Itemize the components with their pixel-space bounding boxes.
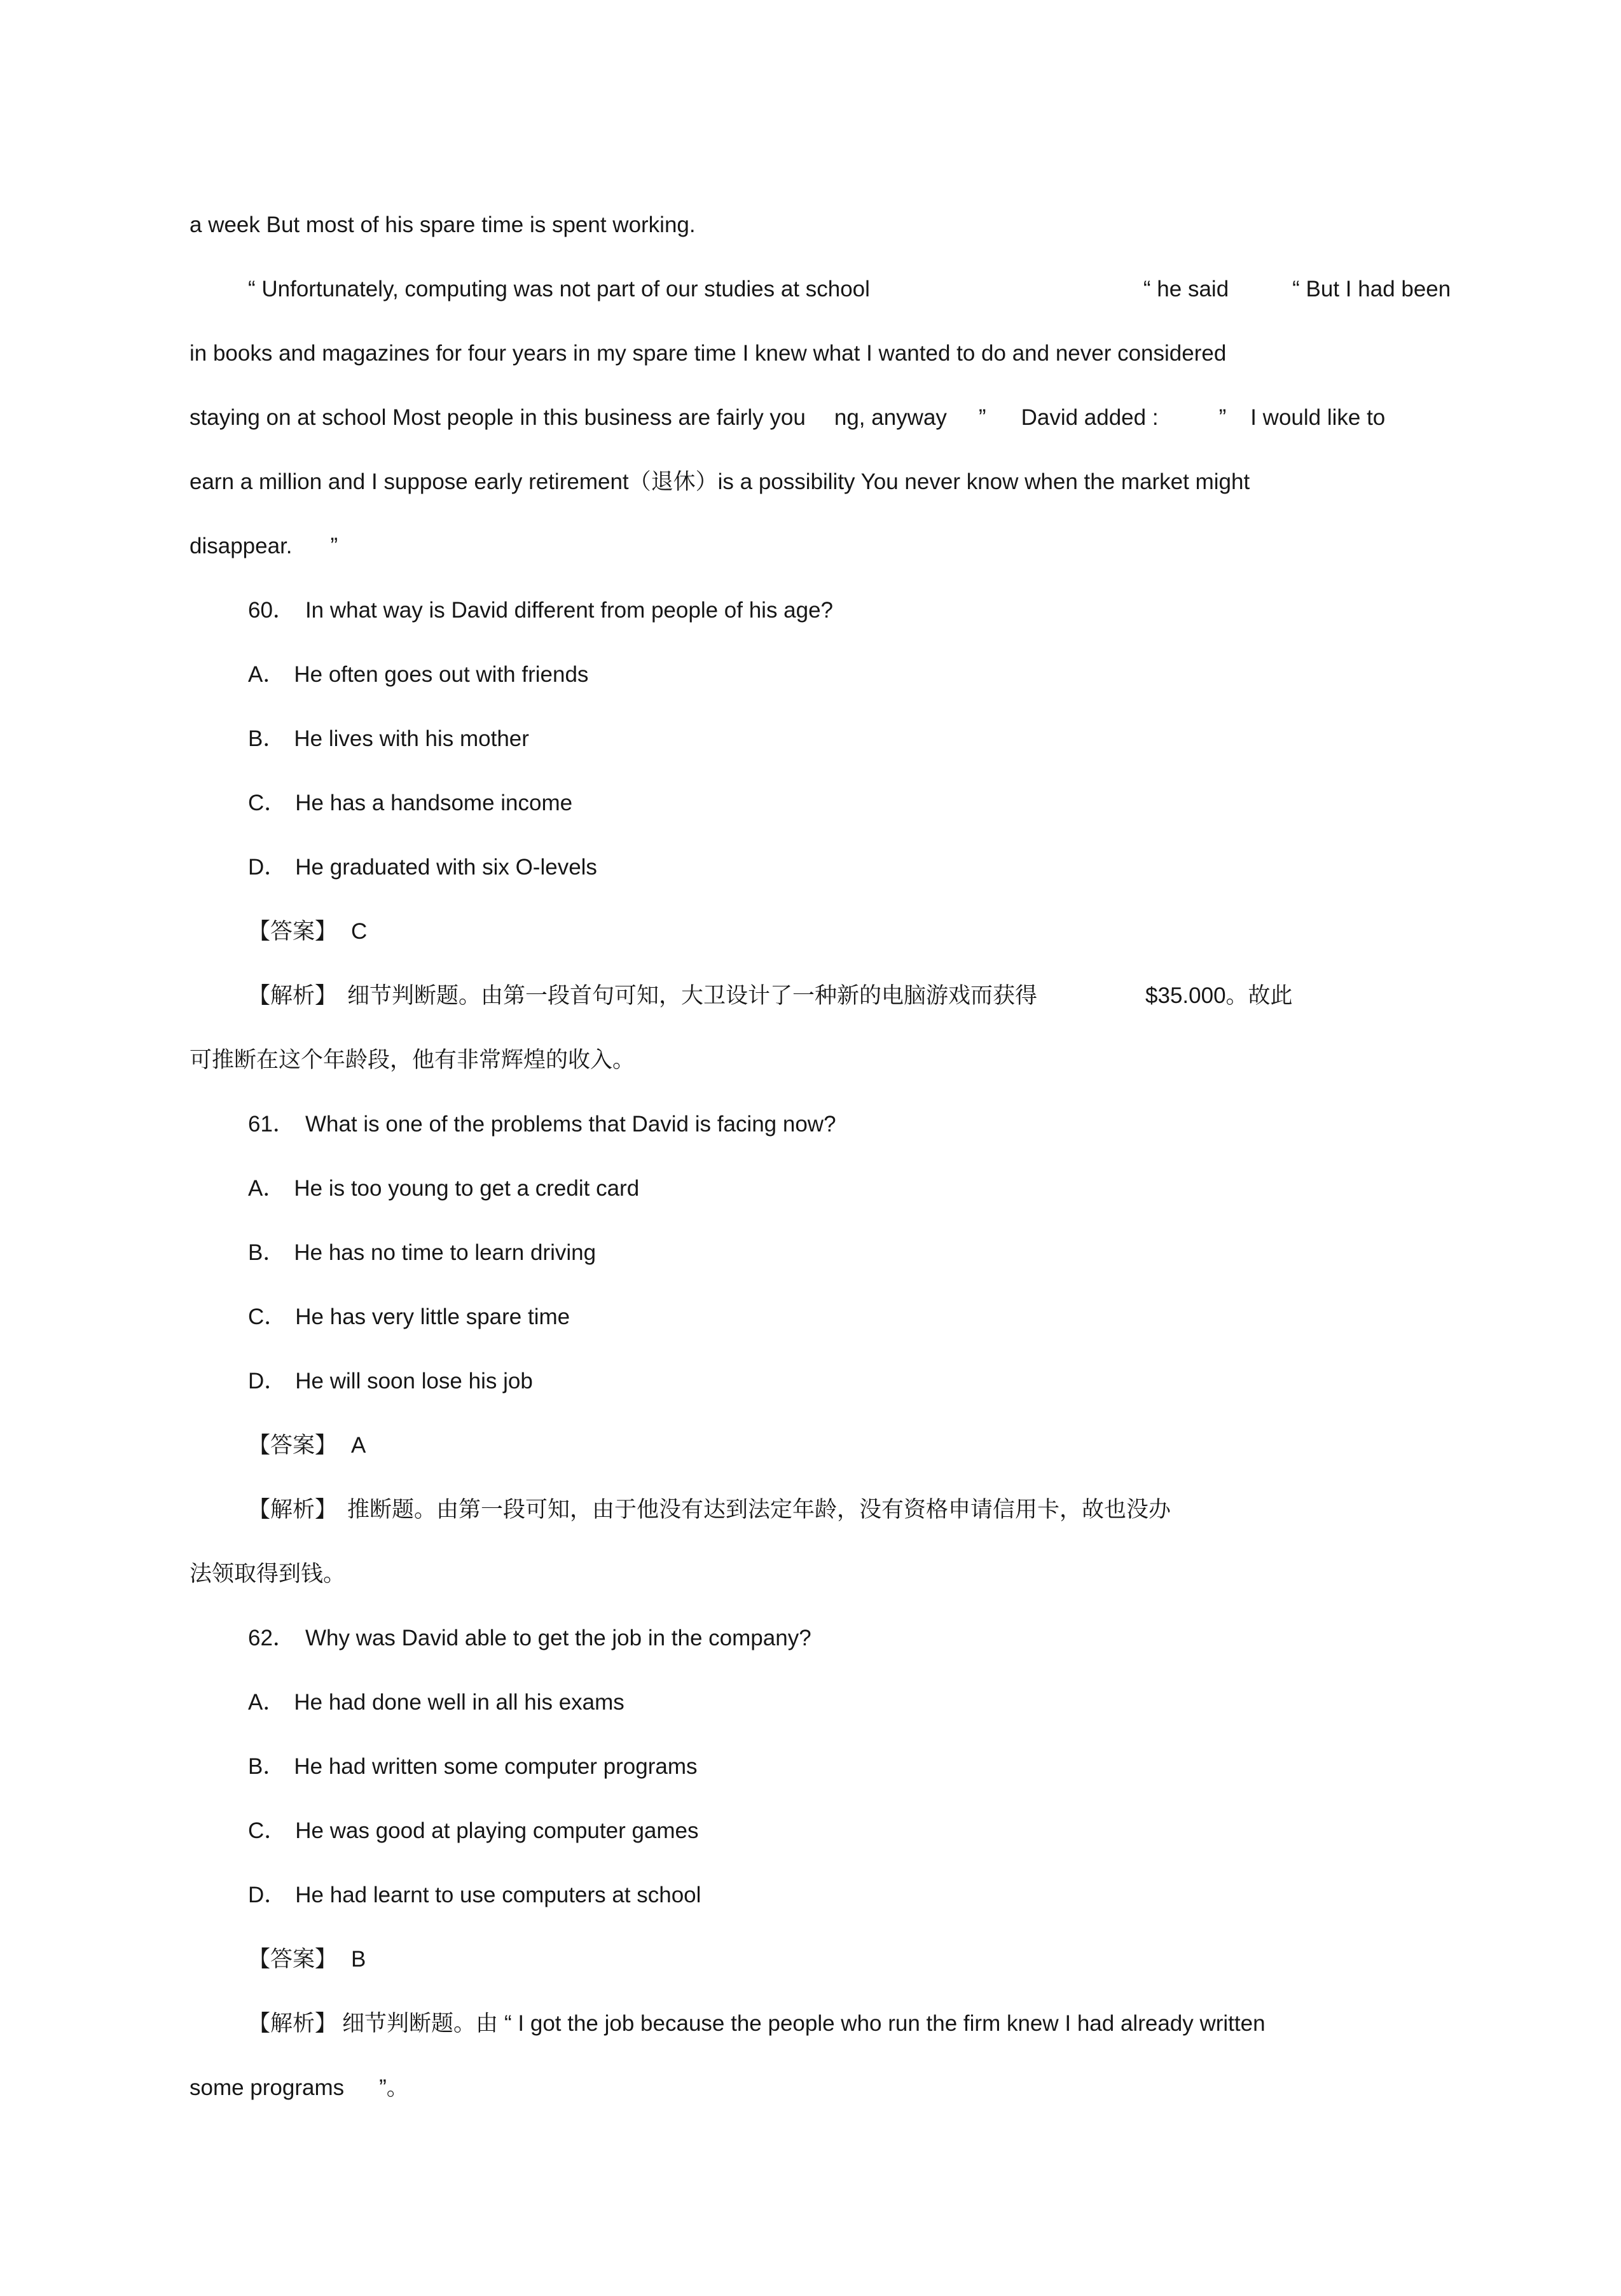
- spacer: [285, 1195, 294, 1196]
- passage-line: [190, 321, 1621, 385]
- analysis-continuation: [190, 1028, 1621, 1092]
- spacer: [806, 424, 834, 425]
- passage-text: ”: [1218, 405, 1227, 430]
- option-text: He had done well in all his exams: [294, 1690, 624, 1715]
- passage-text: David added :: [1021, 405, 1159, 430]
- option-text: He had learnt to use computers at school: [295, 1883, 701, 1907]
- analysis-text: ”。: [379, 2075, 409, 2100]
- spacer: [344, 2094, 379, 2095]
- option-text: He had written some computer programs: [294, 1754, 698, 1779]
- option-label: C．: [248, 1818, 287, 1843]
- analysis-text: some programs: [190, 2075, 345, 2100]
- spacer: [1037, 1002, 1145, 1003]
- option-label: A．: [248, 1690, 286, 1715]
- passage-line: [190, 193, 1621, 257]
- option-row: [190, 1863, 1621, 1927]
- option-row: [190, 835, 1621, 899]
- option-label: D．: [248, 1883, 287, 1907]
- passage-line: [190, 257, 1621, 321]
- question-title: [190, 1606, 1621, 1670]
- answer-row: [190, 899, 1621, 964]
- analysis-row: [190, 964, 1621, 1028]
- spacer: [337, 2030, 342, 2031]
- passage-text: ng, anyway: [834, 405, 947, 430]
- option-row: [190, 1799, 1621, 1863]
- passage-line: [190, 385, 1621, 450]
- passage-text: I would like to: [1250, 405, 1386, 430]
- question-title: [190, 1092, 1621, 1156]
- option-text: He often goes out with friends: [294, 662, 589, 687]
- option-row: [190, 771, 1621, 835]
- option-text: He has a handsome income: [295, 791, 573, 815]
- question-number: 61．: [248, 1112, 295, 1137]
- passage-text: in books and magazines for four years in my spare time I knew what I wanted to do and never considered: [190, 341, 1227, 366]
- answer-value: B: [351, 1947, 366, 1972]
- spacer: [295, 617, 305, 618]
- spacer: [285, 1259, 294, 1260]
- analysis-row: [190, 1991, 1621, 2056]
- question-text: In what way is David different from people of his age?: [305, 598, 834, 623]
- spacer: [285, 1773, 294, 1774]
- spacer: [947, 424, 979, 425]
- option-text: He was good at playing computer games: [295, 1818, 699, 1843]
- question-number: 62．: [248, 1626, 295, 1650]
- passage-line: [190, 514, 1621, 578]
- passage-text: a week But most of his spare time is spent working.: [190, 212, 696, 237]
- spacer: [337, 938, 351, 939]
- option-label: D．: [248, 855, 287, 880]
- question-text: Why was David able to get the job in the company?: [305, 1626, 811, 1650]
- answer-tag: 【答案】: [248, 919, 338, 944]
- question-title: [190, 578, 1621, 642]
- option-text: He will soon lose his job: [295, 1369, 533, 1394]
- analysis-continuation: [190, 2056, 1621, 2120]
- analysis-tag: 【解析】: [248, 1497, 338, 1522]
- analysis-text: 细节判断题。由: [342, 2011, 499, 2036]
- analysis-text: 法领取得到钱。: [190, 1561, 346, 1586]
- option-label: A．: [248, 1176, 286, 1201]
- analysis-tag: 【解析】: [248, 983, 338, 1008]
- analysis-text: “ I got the job because the people who run the firm knew I had already written: [504, 2011, 1266, 2036]
- option-label: B．: [248, 1754, 286, 1779]
- analysis-text: 推断题。由第一段可知，由于他没有达到法定年龄，没有资格申请信用卡，故也没办: [347, 1497, 1171, 1522]
- passage-text: “ But I had been: [1292, 277, 1451, 301]
- option-label: D．: [248, 1369, 287, 1394]
- spacer: [286, 1837, 295, 1838]
- analysis-row: [190, 1477, 1621, 1542]
- spacer: [1159, 424, 1219, 425]
- option-text: He has very little spare time: [295, 1304, 570, 1329]
- analysis-text: 细节判断题。由第一段首句可知，大卫设计了一种新的电脑游戏而获得: [347, 983, 1038, 1008]
- analysis-tag: 【解析】: [248, 2011, 338, 2036]
- option-label: C．: [248, 791, 287, 815]
- question-number: 60．: [248, 598, 295, 623]
- option-row: [190, 1285, 1621, 1349]
- spacer: [337, 1516, 347, 1517]
- option-row: [190, 707, 1621, 771]
- option-label: B．: [248, 726, 286, 751]
- spacer: [986, 424, 1021, 425]
- spacer: [337, 1452, 351, 1453]
- passage-text: earn a million and I suppose early retirement（退休）is a possibility You never know when the market might: [190, 469, 1250, 494]
- passage-text: disappear.: [190, 534, 293, 558]
- spacer: [337, 1966, 351, 1967]
- option-row: [190, 1221, 1621, 1285]
- answer-value: C: [351, 919, 368, 944]
- option-row: [190, 1670, 1621, 1734]
- analysis-text: $35.000。故此: [1145, 983, 1293, 1008]
- spacer: [498, 2030, 504, 2031]
- option-label: A．: [248, 662, 286, 687]
- answer-row: [190, 1413, 1621, 1477]
- spacer: [286, 874, 295, 875]
- question-text: What is one of the problems that David is facing now?: [305, 1112, 836, 1137]
- answer-tag: 【答案】: [248, 1433, 338, 1458]
- option-text: He is too young to get a credit card: [294, 1176, 640, 1201]
- spacer: [1226, 424, 1250, 425]
- option-label: B．: [248, 1240, 286, 1265]
- passage-line: [190, 450, 1621, 514]
- option-text: He has no time to learn driving: [294, 1240, 597, 1265]
- answer-tag: 【答案】: [248, 1947, 338, 1972]
- option-row: [190, 1734, 1621, 1799]
- analysis-continuation: [190, 1542, 1621, 1606]
- spacer: [285, 745, 294, 746]
- spacer: [337, 1002, 347, 1003]
- passage-text: ”: [978, 405, 986, 430]
- passage-text: “ he said: [1143, 277, 1229, 301]
- spacer: [285, 681, 294, 682]
- spacer: [285, 1709, 294, 1710]
- option-row: [190, 1349, 1621, 1413]
- answer-row: [190, 1927, 1621, 1991]
- option-row: [190, 642, 1621, 707]
- passage-text: staying on at school Most people in this business are fairly you: [190, 405, 806, 430]
- analysis-text: 可推断在这个年龄段，他有非常辉煌的收入。: [190, 1048, 635, 1072]
- option-text: He lives with his mother: [294, 726, 529, 751]
- passage-text: “ Unfortunately, computing was not part of our studies at school: [248, 277, 870, 301]
- option-label: C．: [248, 1304, 287, 1329]
- answer-value: A: [351, 1433, 366, 1458]
- option-row: [190, 1156, 1621, 1221]
- option-text: He graduated with six O-levels: [295, 855, 597, 880]
- passage-text: ”: [330, 534, 338, 558]
